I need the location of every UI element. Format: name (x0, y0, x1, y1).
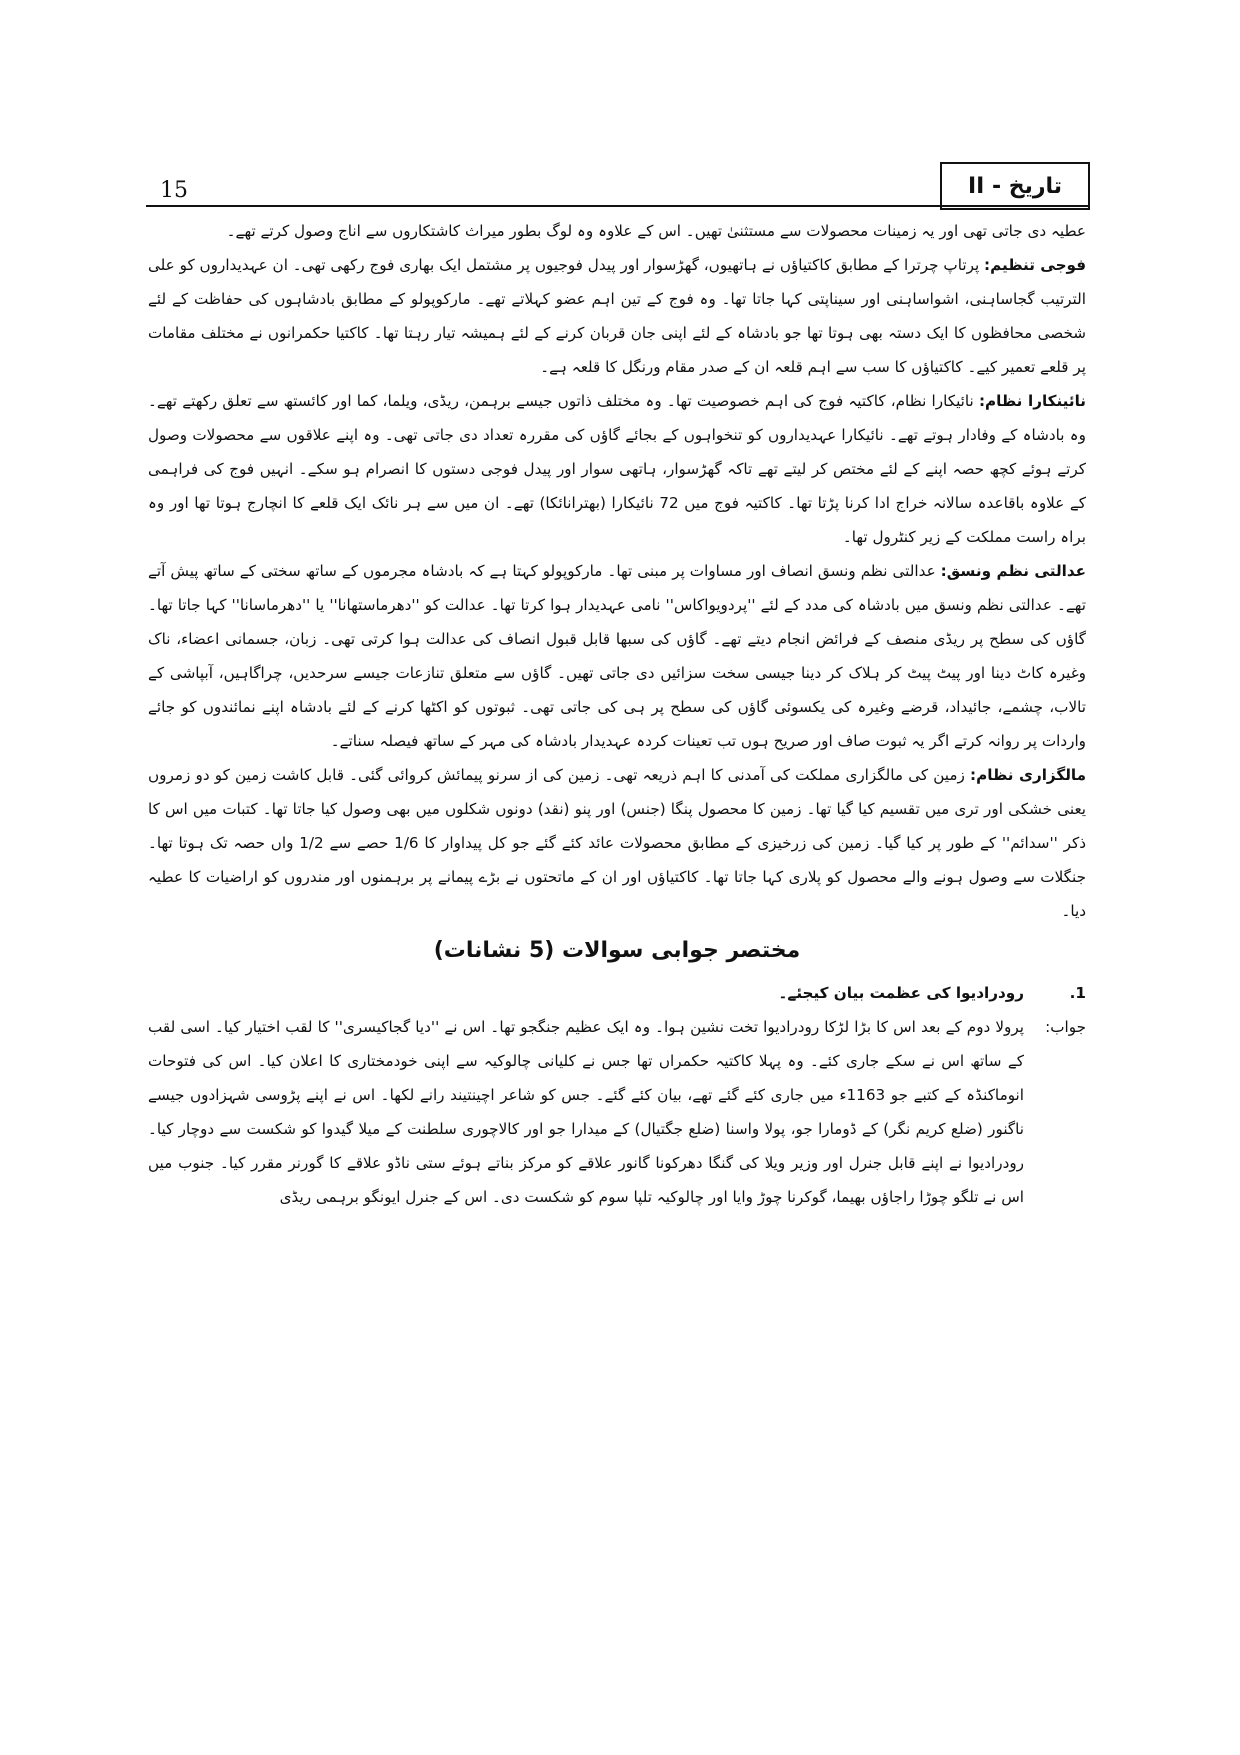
answer-label: جواب: (1045, 1018, 1086, 1036)
paragraph-text: زمین کی مالگزاری مملکت کی آمدنی کا اہم ذریعہ تھی۔ زمین کی از سرنو پیمائش کروائی گئی۔ قابل کاشت زمین کو دو زمروں یعنی خشکی اور تری میں تقسیم کیا گیا تھا۔ زمین کا محصول پنگا (جنس) اور پنو (نقد) دونوں شکلوں میں بھی وصول کیا جاتا تھا۔ کتبات میں اس کا ذکر ''سدائم'' کے طور پر کیا گیا۔ زمین کی زرخیزی کے مطابق محصولات عائد کئے گئے جو کل پیداوار کا 1/6 حصے سے 1/2 واں حصہ تک ہوتا تھا۔ جنگلات سے وصول ہونے والے محصول کو پلاری کہا جاتا تھا۔ کاکتیاؤں اور ان کے ماتحتوں نے بڑے پیمانے پر برہمنوں اور مندروں کو اراضیات کا عطیہ دیا۔ (148, 766, 1086, 920)
answer-text: پرولا دوم کے بعد اس کا بڑا لڑکا رودرادیوا تخت نشین ہوا۔ وہ ایک عظیم جنگجو تھا۔ اس نے ''دیا گجاکیسری'' کا لقب اختیار کیا۔ اسی لقب کے ساتھ اس نے سکے جاری کئے۔ وہ پہلا کاکتیہ حکمراں تھا جس نے کلیانی چالوکیہ سے اپنی خودمختاری کا اعلان کیا۔ اس کی فتوحات انوماکنڈہ کے کتبے جو 1163ء میں جاری کئے گئے تھے، بیان کئے گئے۔ جس کو شاعر اچینتیند رانے لکھا۔ اس نے اپنے پڑوسی شہزادوں جیسے ناگنور (ضلع کریم نگر) کے ڈومارا جو، پولا واسنا (ضلع جگتیال) کے میدارا جو اور کالاچوری سلطنت کے میلا گیدوا کو شکست سے دوچار کیا۔ رودرادیوا نے اپنے قابل جنرل اور وزیر ویلا کی گنگا دھرکونا گانور علاقے کو مرکز بناتے ہوئے ستی ناڈو علاقے کا گورنر مقرر کیا۔ جنوب میں اس نے تلگو چوڑا راجاؤں بھیما، گوکرنا چوڑ وایا اور چالوکیہ تلپا سوم کو شکست دی۔ اس کے جنرل ایونگو برہمی ریڈی (148, 1018, 1024, 1206)
paragraph-keyword: نائینکارا نظام: (978, 392, 1086, 410)
answer-row (148, 1010, 1086, 1214)
page-number: 15 (160, 178, 188, 203)
header-rule (146, 205, 1088, 207)
question-row (148, 976, 1086, 1010)
question-text: رودرادیوا کی عظمت بیان کیجئے۔ (778, 984, 1024, 1002)
paragraph-text: عدالتی نظم ونسق انصاف اور مساوات پر مبنی تھا۔ مارکوپولو کہتا ہے کہ بادشاہ مجرموں کے ساتھ سختی کے ساتھ پیش آتے تھے۔ عدالتی نظم ونسق میں بادشاہ کی مدد کے لئے ''پردویواکاس'' نامی عہدیدار ہوا کرتا تھا۔ عدالت کو ''دھرماستھانا'' یا ''دھرماسانا'' کہا جاتا تھا۔ گاؤں کی سطح پر ریڈی منصف کے فرائض انجام دیتے تھے۔ گاؤں کی سبھا قابل قبول انصاف کی عدالت ہوا کرتی تھی۔ زبان، جسمانی اعضاء، ناک وغیرہ کاٹ دینا اور پیٹ پیٹ کر ہلاک کر دینا جیسی سخت سزائیں دی جاتی تھیں۔ گاؤں سے متعلق تنازعات جیسے سرحدیں، چراگاہیں، آبپاشی کے تالاب، چشمے، جائیداد، قرضے وغیرہ کی یکسوئی گاؤں کی سطح پر ہی کی جاتی تھی۔ ثبوتوں کو اکٹھا کرنے کے لئے بادشاہ اپنے نمائندوں کو جائے واردات پر روانہ کرتے اگر یہ ثبوت صاف اور صریح ہوں تب تعینات کردہ عہدیدار بادشاہ کی مہر کے ساتھ فیصلہ سناتے۔ (148, 562, 1086, 750)
paragraph-nayankara (148, 384, 1086, 554)
chapter-label: تاریخ - II (940, 162, 1090, 210)
paragraph-keyword: عدالتی نظم ونسق: (940, 562, 1087, 580)
paragraph-continuation (148, 214, 1086, 248)
paragraph-text: عطیہ دی جاتی تھی اور یہ زمینات محصولات سے مستثنیٰ تھیں۔ اس کے علاوہ وہ لوگ بطور میراث کاشتکاروں سے اناج وصول کرتے تھے۔ (226, 222, 1086, 240)
paragraph-military (148, 248, 1086, 384)
paragraph-keyword: فوجی تنظیم: (984, 256, 1087, 274)
section-heading: مختصر جوابی سوالات (5 نشانات) (433, 938, 801, 963)
body-text (148, 214, 1086, 1214)
paragraph-keyword: مالگزاری نظام: (970, 766, 1087, 784)
paragraph-text: نائیکارا نظام، کاکتیہ فوج کی اہم خصوصیت تھا۔ وہ مختلف ذاتوں جیسے برہمن، ریڈی، ویلما، کما اور کائستھ سے تعلق رکھتے تھے۔ وہ بادشاہ کے وفادار ہوتے تھے۔ نائیکارا عہدیداروں کو تنخواہوں کے بجائے گاؤں کی مقررہ تعداد دی جاتی تھی۔ وہ اپنے علاقوں سے محصولات وصول کرتے ہوئے کچھ حصہ اپنے کے لئے مختص کر لیتے تھے تاکہ گھڑسوار، ہاتھی سوار اور پیدل فوجی دستوں کا انصرام ہو سکے۔ انہیں فوج کی فراہمی کے علاوہ باقاعدہ سالانہ خراج ادا کرنا پڑتا تھا۔ کاکتیہ فوج میں 72 نائیکارا (بھترانائکا) تھے۔ ان میں سے ہر نائک ایک قلعے کا انچارج ہوتا تھا اور وہ براہ راست مملکت کے زیر کنٹرول تھا۔ (148, 392, 1086, 546)
paragraph-judicial (148, 554, 1086, 758)
question-number: 1. (1069, 984, 1086, 1002)
paragraph-text: پرتاپ چرترا کے مطابق کاکتیاؤں نے ہاتھیوں، گھڑسوار اور پیدل فوجیوں پر مشتمل ایک بھاری فوج رکھی تھی۔ ان عہدیداروں کو علی الترتیب گجاساہنی، اشواساہنی اور سیناپتی کہا جاتا تھا۔ وہ فوج کے تین اہم عضو کہلاتے تھے۔ مارکوپولو کے مطابق بادشاہوں کی حفاظت کے لئے شخصی محافظوں کا ایک دستہ بھی ہوتا تھا جو بادشاہ کے لئے اپنی جان قربان کرنے کے لئے ہمیشہ تیار رہتا تھا۔ کاکتیا حکمرانوں نے مختلف مقامات پر قلعے تعمیر کیے۔ کاکتیاؤں کا سب سے اہم قلعہ ان کے صدر مقام ورنگل کا قلعہ ہے۔ (148, 256, 1086, 376)
paragraph-revenue (148, 758, 1086, 928)
